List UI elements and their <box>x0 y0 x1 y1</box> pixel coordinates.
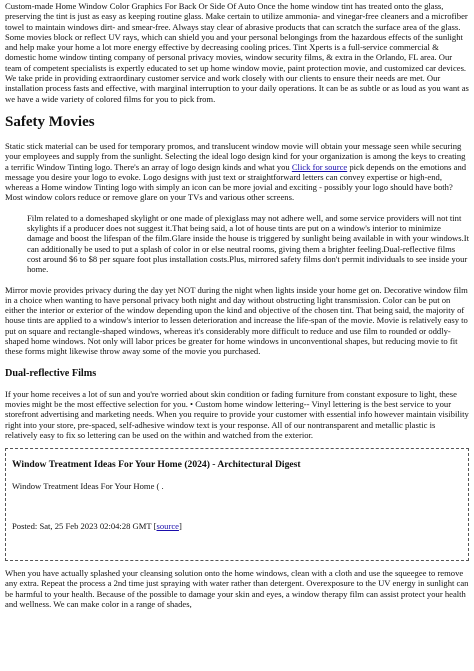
section-heading: Safety Movies <box>5 113 95 130</box>
paragraph-logo-design <box>5 141 469 203</box>
news-card-excerpt: Window Treatment Ideas For Your Home ( . <box>12 481 164 492</box>
click-for-source-link[interactable]: Click for source <box>291 161 348 172</box>
news-card <box>5 448 469 561</box>
blockquote <box>27 213 469 275</box>
posted-date: Posted: Sat, 25 Feb 2023 02:04:28 GMT [ <box>12 521 157 532</box>
news-source-link[interactable]: source <box>156 521 179 532</box>
paragraph-text-after-link: pick depends on the emotions and message you desire your logo to evoke. Logo designs with just text or straightforward letters can convey expertise or high-end, whereas a Home window Tinting logo with simply an icon can be more jovial and exciting - possibly your logo should have both? Most window colors reduce or remove glare on your TVs and various other screens. <box>5 161 467 203</box>
intro-paragraph: Custom-made Home Window Color Graphics For Back Or Side Of Auto Once the home window tint has treated onto the glass, preserving the tint is just as easy as keeping routine glass. Make certain to utilize ammonia- and vinegar-free cleaners and a microfiber towel to maintain windows dirt- and smear-free. Always stay clear of abrasive products that can scratch the surface area of the glass. Some movies block or reflect UV rays, which can shield you and your personal belongings from the hazardous effects of the sunlight and help make your home a lot more energy effective by decreasing cooling prices. Tint Xperts is a full-service commercial & domestic home window tinting company of personal privacy movies, window security films, & extra in the Orlando, FL area. Our team of competent specialists is expertly educated to set up home window movie, paint protection movie, and customized car devices. We take pride in providing extraordinary customer service and work closely with our clients to ensure their needs are met. Our installation process fasts and effective, with marginal interruption to your daily operations. It can be as subtle or as loud as you want as we have a wide variety of colored films for you to pick from. <box>5 1 469 104</box>
news-card-posted <box>12 521 462 531</box>
paragraph-text-before-link: Static stick material can be used for temporary promos, and translucent window movie will obtain your message seen while securing your employees and supply from the sunlight. Selecting the ideal logo design kind for your organization is among the keys to creating a terrific Window Tinting logo. There's an array of logo design kinds and what you <box>5 140 466 172</box>
subheading: Dual-reflective Films <box>5 367 97 379</box>
posted-bracket: ] <box>178 521 182 532</box>
article <box>0 1 474 609</box>
news-card-title: Window Treatment Ideas For Your Home (2024) - Architectural Digest <box>12 459 301 471</box>
paragraph-cleaning: When you have actually splashed your cleansing solution onto the home windows, clean with a cloth and use the squeegee to remove any extra. Repeat the process a 2nd time just spraying with water rather than detergent. Overexposure to the UV energy in sunlight can be harmful to your health. Because of the possible to damage your skin and eyes, a window therapy film can assist protect your health and wellness. We can make color in a range of shades, <box>5 568 469 609</box>
paragraph-dual-reflective: If your home receives a lot of sun and you're worried about skin condition or fading furniture from constant exposure to light, these movies might be the most effective selection for you. • Custom home window lettering-- Vinyl lettering is the best service to your storefront advertising and marketing needs. When you require to provide your customer with essential info however maintain visibility right into your store, pre-spaced, self-adhesive window text is your response. All of our nontransparent and metallic plastic is relatively easy to fix so lettering can be used on the within and watched from the exterior. <box>5 388 469 440</box>
blockquote-text: Film related to a domeshaped skylight or one made of plexiglass may not adhere well, and some service providers will not tint skylights if a producer does not suggest it.That being said, a lot of house tints are put on a window's interior to minimize damage and boost the lifespan of the film.Glare inside the house is triggered by sunlight being available in with your windows.It can additionally be used to put a splash of color in or else neutral rooms, giving them a brighter feeling.Dual-reflective films cost around $6 to $8 per square foot plus installation costs.Plus, mirrored safety films don't permit individuals to see inside your home. <box>27 212 470 275</box>
paragraph-mirror-movie: Mirror movie provides privacy during the day yet NOT during the night when lights inside your home get on. Decorative window film in a choice when wanting to have personal privacy both night and day without obstructing light transmission. Color can be put on either the interior or exterior of the window depending upon the kind and objective of the chosen tint. That being said, the majority of house tints are applied to a window's interior to lessen deterioration and increase the life-span of the movie. Movie is relatively easy to put on square and rectangle-shaped windows, whereas it's considerably more difficult to reduce and use film to rounded or oddly-shaped home windows. Not only will labor prices be greater for home windows in unconventional shapes, but reducing movie to fit these forms might likewise throw away some of the movie you purchased. <box>5 284 468 357</box>
